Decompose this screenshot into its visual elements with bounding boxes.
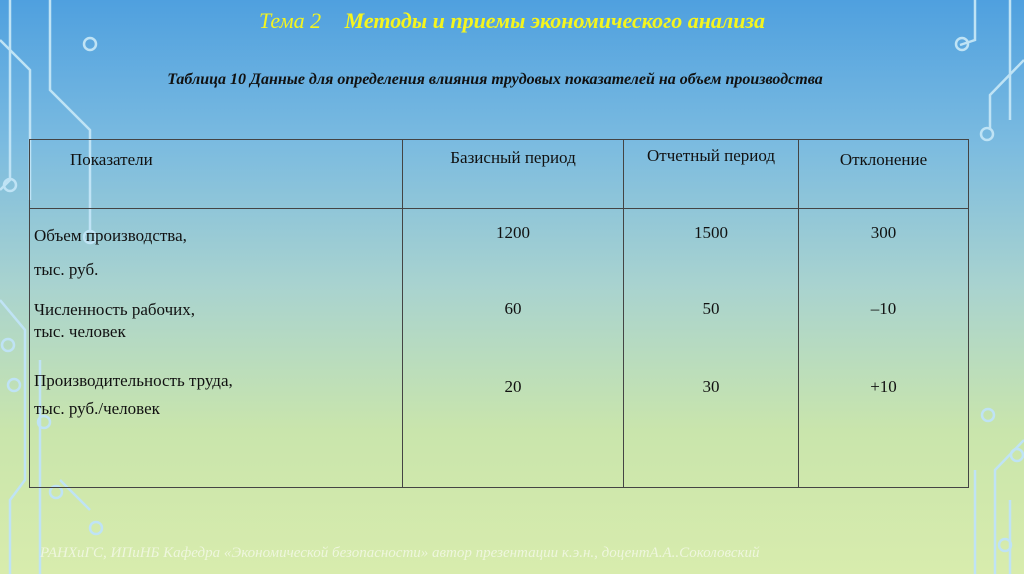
row-unit: тыс. руб./человек [34, 399, 160, 418]
column-header: Отклонение [799, 140, 969, 209]
deviation-cell [799, 209, 969, 488]
value: 1500 [694, 223, 728, 242]
topic-title: Методы и приемы экономического анализа [344, 8, 766, 33]
column-header: Базисный период [403, 140, 624, 209]
row-unit: тыс. человек [34, 322, 126, 341]
value: 300 [870, 223, 897, 242]
value: 50 [702, 299, 720, 318]
value: 20 [504, 377, 522, 396]
slide-footer: РАНХиГС, ИПиНБ Кафедра «Экономической безопасности» автор презентации к.э.н., доцентА.А..Соколовский [40, 545, 760, 561]
row-label: Производительность труда, [34, 371, 233, 390]
table-header [30, 140, 969, 209]
column-header: Показатели [30, 140, 403, 209]
topic-label: Тема 2 [258, 8, 322, 33]
value: 30 [702, 377, 720, 396]
base-period-cell [403, 209, 624, 488]
table-body [30, 209, 969, 488]
column-header: Отчетный период [624, 140, 799, 209]
value: –10 [870, 299, 897, 318]
row-label: Численность рабочих, [34, 300, 195, 319]
row-label: Объем производства, [34, 226, 187, 245]
table-caption: Таблица 10 Данные для определения влияния трудовых показателей на объем производства [167, 71, 823, 88]
data-table [29, 139, 969, 488]
indicators-cell [30, 209, 403, 488]
value: 60 [504, 299, 522, 318]
slide-title [0, 8, 1024, 34]
value: +10 [870, 377, 897, 396]
report-period-cell [624, 209, 799, 488]
row-unit: тыс. руб. [34, 260, 99, 279]
value: 1200 [496, 223, 530, 242]
